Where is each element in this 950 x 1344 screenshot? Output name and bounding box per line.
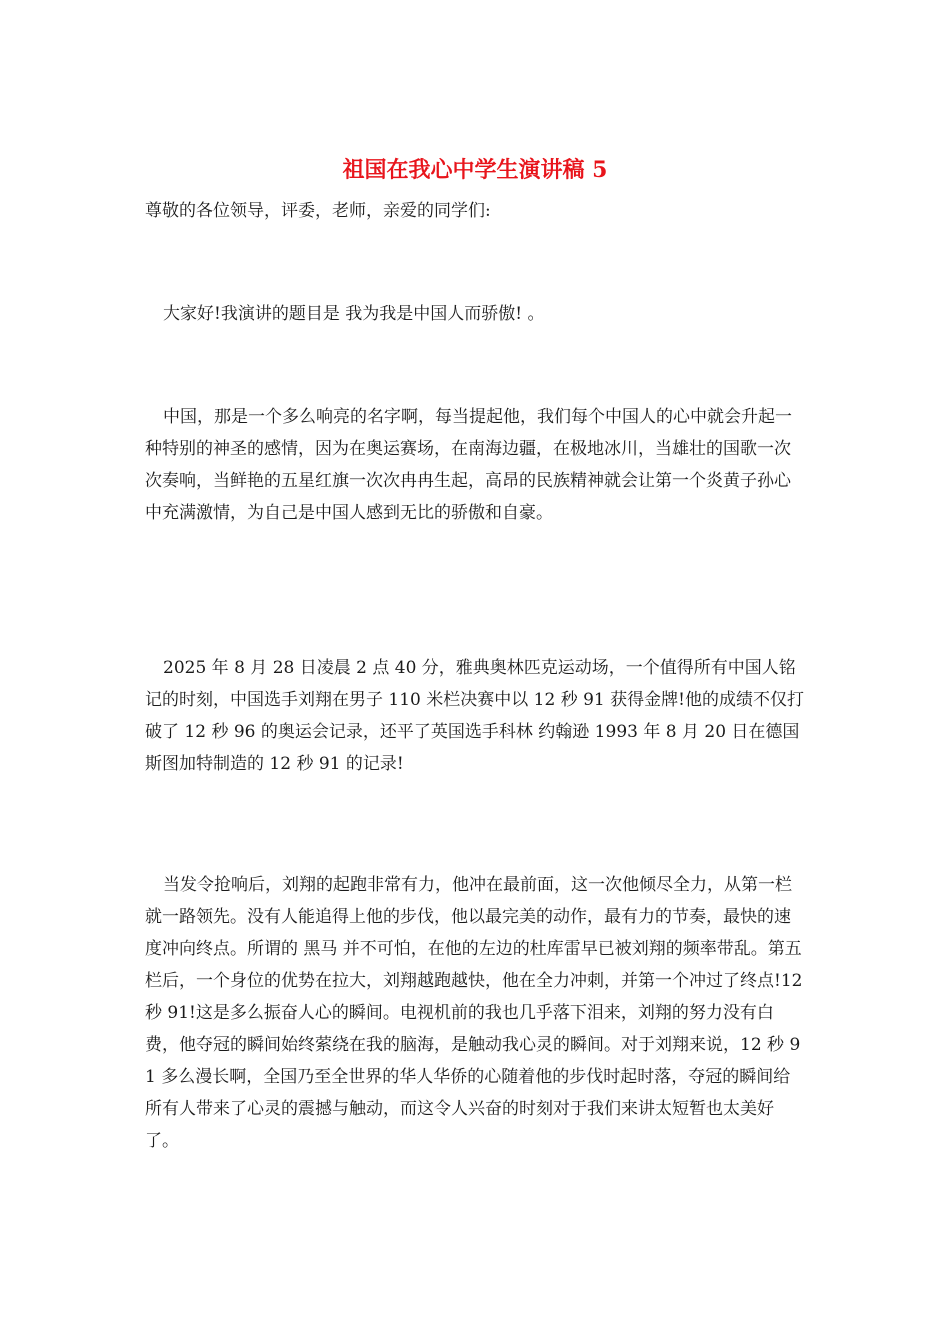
paragraph-liu-xiang-record: 2025 年 8 月 28 日凌晨 2 点 40 分，雅典奥林匹克运动场，一个值得所有中国人铭记的时刻，中国选手刘翔在男子 110 米栏决赛中以 12 秒 91 获得金牌!他的成绩不仅打破了 12 秒 96 的奥运会记录，还平了英国选手科林 约翰逊 1993 年 8 月 20 日在德国斯图加特制造的 12 秒 91 的记录!: [145, 658, 804, 774]
paragraph-greeting: 大家好!我演讲的题目是 我为我是中国人而骄傲! 。: [163, 304, 545, 324]
paragraph-china: 中国，那是一个多么响亮的名字啊，每当提起他，我们每个中国人的心中就会升起一种特别的神圣的感情，因为在奥运赛场，在南海边疆，在极地冰川，当雄壮的国歌一次次奏响，当鲜艳的五星红旗一次次冉冉生起，高昂的民族精神就会让第一个炎黄子孙心中充满激情，为自己是中国人感到无比的骄傲和自豪。: [145, 407, 792, 523]
document-title: 祖国在我心中学生演讲稿 5: [342, 157, 608, 183]
salutation: 尊敬的各位领导，评委，老师，亲爱的同学们:: [145, 201, 491, 221]
paragraph-race-description: 当发令抢响后，刘翔的起跑非常有力，他冲在最前面，这一次他倾尽全力，从第一栏就一路领先。没有人能追得上他的步伐，他以最完美的动作，最有力的节奏，最快的速度冲向终点。所谓的 黑马 并不可怕，在他的左边的杜库雷早已被刘翔的频率带乱。第五栏后，一个身位的优势在拉大，刘翔越跑越快，他在全力冲刺，并第一个冲过了终点!12 秒 91!这是多么振奋人心的瞬间。电视机前的我也几乎落下泪来，刘翔的努力没有白费，他夺冠的瞬间始终萦绕在我的脑海，是触动我心灵的瞬间。对于刘翔来说，12 秒 91 多么漫长啊，全国乃至全世界的华人华侨的心随着他的步伐时起时落，夺冠的瞬间给所有人带来了心灵的震撼与触动，而这令人兴奋的时刻对于我们来讲太短暂也太美好了。: [145, 875, 803, 1151]
